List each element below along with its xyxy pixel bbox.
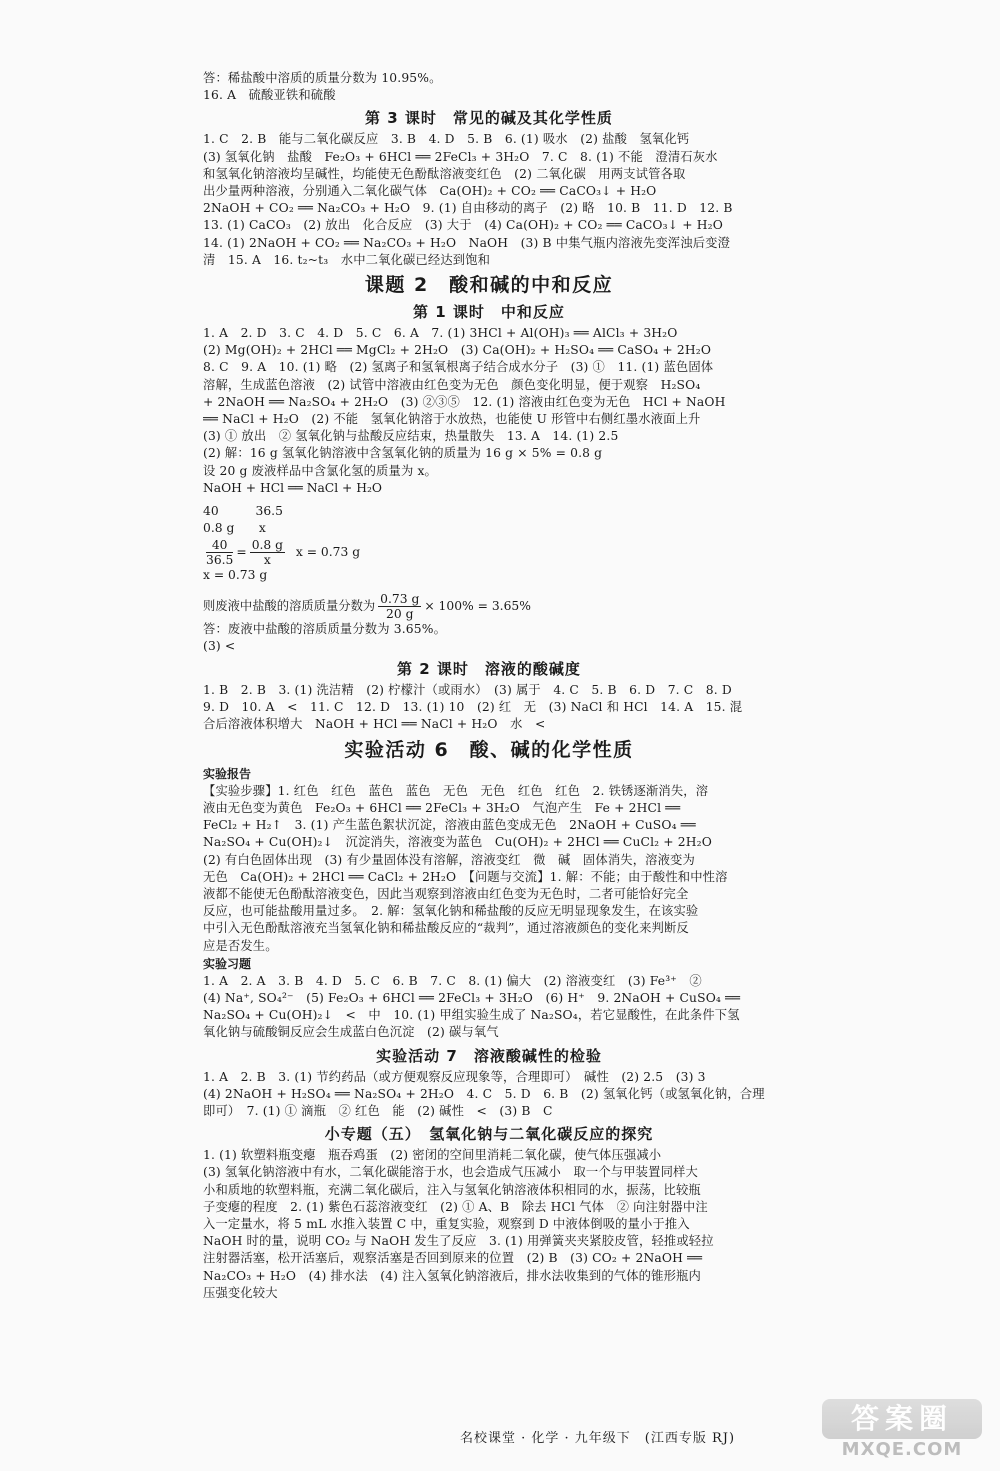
subheading: 实验习题 (203, 956, 252, 971)
text-line: 入一定量水，将 5 mL 水推入装置 C 中，重复实验，观察到 D 中液体倒吸的量小于推入 (203, 1216, 690, 1231)
text-line: 应是否发生。 (203, 938, 278, 953)
watermark-logo (822, 1395, 982, 1465)
text-line: 氧化钠与硫酸铜反应会生成蓝白色沉淀 (2) 碳与氧气 (203, 1025, 499, 1040)
percentage-line: 则废液中盐酸的溶质质量分数为 $\frac{0.73 g}{20 g}$ × 100% = 3.65% (203, 591, 531, 621)
fraction: $\frac{40}{36.5}$ (206, 538, 234, 568)
text-line: 【实验步骤】1. 红色 红色 蓝色 蓝色 无色 无色 红色 红色 2. 铁锈逐渐消失，溶 (203, 783, 709, 798)
text-line: (2) 有白色固体出现 (3) 有少量固体没有溶解，溶液变红 微 碱 固体消失，溶液变为 (203, 852, 695, 867)
text-line: 合后溶液体积增大 NaOH + HCl ══ NaCl + H₂O 水 < (203, 717, 546, 732)
calc-line: x = 0.73 g (203, 568, 268, 583)
page-footer: 名校课堂 · 化学 · 九年级下 (江西专版 RJ) (460, 1431, 736, 1446)
text-line: (3) 氢氧化钠溶液中有水，二氧化碳能溶于水，也会造成气压减小 取一个与甲装置同样大 (203, 1165, 698, 1180)
text-line: NaOH 时的量，说明 CO₂ 与 NaOH 发生了反应 3. (1) 用弹簧夹夹紧胶皮管，轻推或轻拉 (203, 1234, 714, 1249)
section-heading-lesson1: 第 1 课时 中和反应 (413, 303, 565, 322)
text-line: 1. B 2. B 3. (1) 洗洁精 (2) 柠檬汁（或雨水） (3) 属于 4. C 5. B 6. D 7. C 8. D (203, 683, 732, 698)
activity-heading-7: 实验活动 7 溶液酸碱性的检验 (376, 1046, 602, 1065)
text-line: 即可） 7. (1) ① 滴瓶 ② 红色 能 (2) 碱性 < (3) B C (203, 1103, 553, 1118)
calc-line: 0.8 g x (203, 521, 266, 536)
text-line: (4) Na⁺, SO₄²⁻ (5) Fe₂O₃ + 6HCl ══ 2FeCl₃ + 3H₂O (6) H⁺ 9. 2NaOH + CuSO₄ ══ (203, 990, 741, 1005)
text-line: 注射器活塞，松开活塞后，观察活塞是否回到原来的位置 (2) B (3) CO₂ + 2NaOH ══ (203, 1251, 703, 1266)
text-line: 和氢氧化钠溶液均呈碱性，均能使无色酚酞溶液变红色 (2) 二氧化碳 用两支试管各取 (203, 166, 686, 181)
special-topic-heading-5: 小专题（五） 氢氧化钠与二氧化碳反应的探究 (324, 1125, 654, 1144)
text-line: 1. A 2. B 3. (1) 节约药品（或方便观察反应现象等，合理即可） 碱性 (2) 2.5 (3) 3 (203, 1069, 706, 1084)
text-line: 小和质地的软塑料瓶，充满二氧化碳后，注入与氢氧化钠溶液体积相同的水，振荡，比较瓶 (203, 1182, 701, 1197)
watermark-url: MXQE.COM (841, 1439, 963, 1460)
text-line: (3) ① 放出 ② 氢氧化钠与盐酸反应结束，热量散失 13. A 14. (1) 2.5 (203, 429, 619, 444)
text-line: 8. C 9. A 10. (1) 略 (2) 氢离子和氢氧根离子结合成水分子 (3) ① 11. (1) 蓝色固体 (203, 360, 714, 375)
text-line: 无色 Ca(OH)₂ + 2HCl ══ CaCl₂ + 2H₂O 【问题与交流】1. 解：不能；由于酸性和中性溶 (203, 869, 728, 884)
text-line: (2) 解：16 g 氢氧化钠溶液中含氢氧化钠的质量为 16 g × 5% = 0.8 g (203, 446, 603, 461)
text-line: Na₂CO₃ + H₂O (4) 排水法 (4) 注入氢氧化钠溶液后，排水法收集到的气体的锥形瓶内 (203, 1268, 701, 1283)
text-line: 1. C 2. B 能与二氧化碳反应 3. B 4. D 5. B 6. (1) 吸水 (2) 盐酸 氢氧化钙 (203, 132, 690, 147)
text-line: 溶解，生成蓝色溶液 (2) 试管中溶液由红色变为无色 颜色变化明显，便于观察 H₂SO₄ (203, 377, 701, 392)
text-line: + 2NaOH ══ Na₂SO₄ + 2H₂O (3) ②③⑤ 12. (1) 溶液由红色变为无色 HCl + NaOH (203, 394, 726, 409)
text-line: (2) Mg(OH)₂ + 2HCl ══ MgCl₂ + 2H₂O (3) Ca(OH)₂ + H₂SO₄ ══ CaSO₄ + 2H₂O (203, 343, 712, 358)
text-line: Na₂SO₄ + Cu(OH)₂↓ 沉淀消失，溶液变为蓝色 Cu(OH)₂ + 2HCl ══ CuCl₂ + 2H₂O (203, 835, 712, 850)
text-line: 答：废液中盐酸的溶质质量分数为 3.65%。 (203, 621, 447, 636)
text-line: 9. D 10. A < 11. C 12. D 13. (1) 10 (2) 红 无 (3) NaCl 和 HCl 14. A 15. 混 (203, 700, 743, 715)
text-line: 1. (1) 软塑料瓶变瘪 瓶吞鸡蛋 (2) 密闭的空间里消耗二氧化碳，使气体压强减小 (203, 1148, 662, 1163)
watermark-badge: 答案圈 (822, 1399, 982, 1439)
text-line: FeCl₂ + H₂↑ 3. (1) 产生蓝色絮状沉淀，溶液由蓝色变成无色 2NaOH + CuSO₄ ══ (203, 818, 696, 833)
proportion-line: $\frac{40}{36.5}$ = $\frac{0.8 g}{x}$ x = 0.73 g (206, 538, 361, 568)
section-heading-lesson3: 第 3 课时 常见的碱及其化学性质 (365, 109, 613, 128)
subheading: 实验报告 (203, 766, 252, 781)
answer-content (203, 70, 775, 1302)
text-line: 14. (1) 2NaOH + CO₂ ══ Na₂CO₃ + H₂O NaOH (3) B 中集气瓶内溶液先变浑浊后变澄 (203, 235, 731, 250)
text-line: 液由无色变为黄色 Fe₂O₃ + 6HCl ══ 2FeCl₃ + 3H₂O 气泡产生 Fe + 2HCl ══ (203, 800, 681, 815)
text-line: ══ NaCl + H₂O (2) 不能 氢氧化钠溶于水放热，也能使 U 形管中右侧红墨水液面上升 (203, 412, 701, 427)
equation-line: NaOH + HCl ══ NaCl + H₂O (203, 480, 382, 495)
text-line: 反应，也可能盐酸用量过多。 2. 解：氢氧化钠和稀盐酸的反应无明显现象发生，在该实验 (203, 904, 699, 919)
section-heading-lesson2: 第 2 课时 溶液的酸碱度 (397, 660, 581, 679)
fraction: $\frac{0.8 g}{x}$ (251, 538, 284, 568)
text-line: 16. A 硫酸亚铁和硫酸 (203, 88, 336, 103)
text-line: 1. A 2. A 3. B 4. D 5. C 6. B 7. C 8. (1) 偏大 (2) 溶液变红 (3) Fe³⁺ ② (203, 973, 702, 988)
text-line: 1. A 2. D 3. C 4. D 5. C 6. A 7. (1) 3HCl + Al(OH)₃ ══ AlCl₃ + 3H₂O (203, 326, 678, 341)
text-line: 2NaOH + CO₂ ══ Na₂CO₃ + H₂O 9. (1) 自由移动的离子 (2) 略 10. B 11. D 12. B (203, 201, 733, 216)
text-line: 子变瘪的程度 2. (1) 紫色石蕊溶液变红 (2) ① A、B 除去 HCl 气体 ② 向注射器中注 (203, 1199, 708, 1214)
text-line: 13. (1) CaCO₃ (2) 放出 化合反应 (3) 大于 (4) Ca(OH)₂ + CO₂ ══ CaCO₃↓ + H₂O (203, 218, 723, 233)
text-line: 液都不能使无色酚酞溶液变色，因此当观察到溶液由红色变为无色时，二者可能恰好完全 (203, 886, 689, 901)
text-line: Na₂SO₄ + Cu(OH)₂↓ < 中 10. (1) 甲组实验生成了 Na₂SO₄，若它显酸性，在此条件下氢 (203, 1008, 740, 1023)
text-line: 出少量两种溶液，分别通入二氧化碳气体 Ca(OH)₂ + CO₂ ══ CaCO₃↓ + H₂O (203, 184, 657, 199)
text-line: 清 15. A 16. t₂~t₃ 水中二氧化碳已经达到饱和 (203, 252, 491, 267)
activity-heading-6: 实验活动 6 酸、碱的化学性质 (344, 738, 634, 761)
text-line: 压强变化较大 (203, 1285, 278, 1300)
topic-heading-2: 课题 2 酸和碱的中和反应 (364, 274, 614, 297)
calc-line: 40 36.5 (203, 504, 283, 519)
text-line: 设 20 g 废液样品中含氯化氢的质量为 x。 (203, 463, 437, 478)
text-line: (3) < (203, 638, 236, 653)
text-line: 答：稀盐酸中溶质的质量分数为 10.95%。 (203, 71, 442, 85)
text-line: 中引入无色酚酞溶液充当氢氧化钠和稀盐酸反应的“裁判”，通过溶液颜色的变化来判断反 (203, 921, 689, 936)
fraction: $\frac{0.73 g}{20 g}$ (380, 591, 420, 621)
text-line: (4) 2NaOH + H₂SO₄ ══ Na₂SO₄ + 2H₂O 4. C 5. D 6. B (2) 氢氧化钙（或氢氧化钠，合理 (203, 1086, 765, 1101)
text-line: (3) 氢氧化钠 盐酸 Fe₂O₃ + 6HCl ══ 2FeCl₃ + 3H₂O 7. C 8. (1) 不能 澄清石灰水 (203, 149, 718, 164)
